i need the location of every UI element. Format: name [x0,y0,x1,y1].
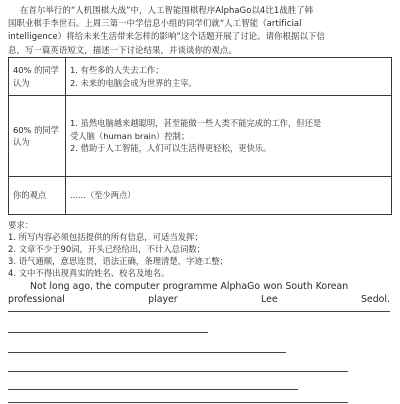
requirement-item: 1. 所写内容必须包括提供的所有信息，可适当发挥； [8,232,203,242]
row-label-line: 认为 [13,77,30,88]
intro-line-4: 息，写一篇英语短文，描述一下讨论结果，并谈谈你的观点。 [8,44,237,55]
row-label-your-view [9,177,66,215]
essay-word: player [148,294,178,305]
discussion-table [8,57,392,215]
table-row-40-percent [9,58,392,96]
point-text: ......（至少两点） [70,190,136,201]
point-text: 2. 未来的电脑会成为世界的主宰。 [70,77,197,88]
essay-line-2 [8,293,392,306]
row-label-60-percent [9,96,66,177]
table-row-your-view [9,177,392,215]
row-content-your-view [66,177,392,215]
writing-line[interactable] [8,311,390,312]
essay-opening [8,280,392,306]
point-text: 2. 借助于人工智能，人们可以生活得更轻松，更快乐。 [70,143,272,154]
writing-line[interactable] [8,371,348,372]
row-label-line: 你的观点 [13,190,47,201]
requirement-item: 2. 文章不少于90词，开头已经给出，不计入总词数； [8,244,206,254]
requirements-list [8,231,392,279]
intro-line-2: 国职业棋手李世石。上周三第一中学信息小组的同学们就“人工智能（artificial [8,18,302,29]
writing-line[interactable] [8,402,348,403]
essay-line-1: Not long ago, the computer programme AlphaGo won South Korean [30,281,349,292]
row-label-line: 60% 的同学 [13,124,59,135]
essay-word: professional [8,294,65,305]
essay-word: Sedol. [360,294,390,305]
table-row-60-percent [9,96,392,177]
essay-word: Lee [261,294,278,305]
row-content-60-percent [66,96,392,177]
writing-line[interactable] [8,332,208,333]
intro-line-3: intelligence）将给未来生活带来怎样的影响”这个话题开展了讨论。请你根据以下信 [8,31,325,42]
writing-line[interactable] [8,352,286,353]
point-text: 1. 虽然电脑越来越聪明，甚至能做一些人类不能完成的工作，但还是 [70,118,322,129]
intro-line-1: 在首尔举行的“人机围棋大战”中，人工智能围棋程序AlphaGo以4比1战胜了韩 [20,5,314,15]
row-label-line: 认为 [13,137,30,147]
row-label-line: 40% 的同学 [13,65,59,75]
point-text: 受人脑（human brain）控制； [70,130,190,141]
requirement-item: 3. 语气通顺，意思连贯，语法正确，条理清楚，字迹工整； [8,256,229,266]
point-text: 1. 有些多的人失去工作； [70,65,164,75]
requirements-title: 要求： [8,220,34,230]
writing-line[interactable] [8,389,298,390]
row-label-40-percent [9,58,66,96]
row-content-40-percent [66,58,392,96]
intro-paragraph [8,4,392,57]
requirement-item: 4. 文中不得出现真实的姓名、校名及地名。 [8,268,170,278]
